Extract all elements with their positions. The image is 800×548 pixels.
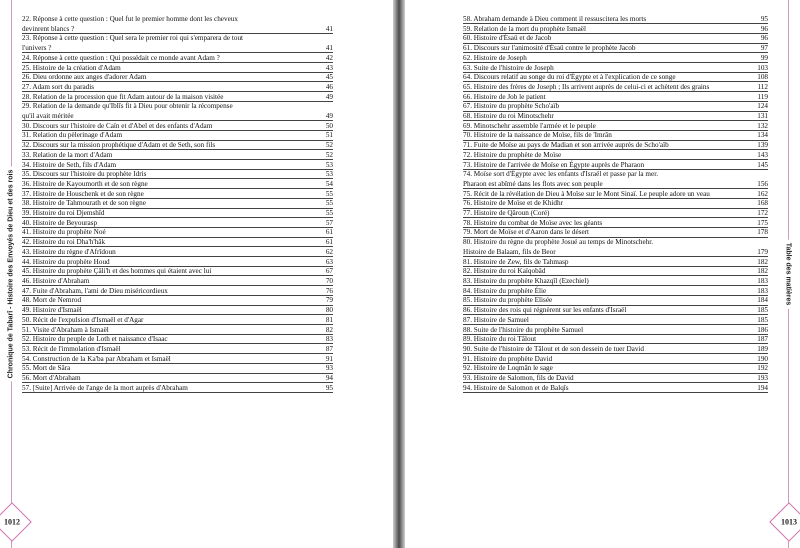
toc-entry bbox=[22, 228, 333, 238]
toc-entry-title: 36. Histoire de Kayoumorth et de son règne bbox=[22, 179, 148, 188]
toc-entry-title: 90. Suite de l'histoire de Tâlout et de son dessein de tuer David bbox=[463, 344, 645, 353]
toc-entry-title: 57. [Suite] Arrivée de l'ange de la mort auprès d'Abraham bbox=[22, 383, 188, 392]
running-head: Chronique de Tabarî - Histoire des Envoyés de Dieu et des rois bbox=[8, 167, 15, 382]
toc-entry-page: 124 bbox=[757, 102, 768, 111]
toc-entry-page: 49 bbox=[325, 112, 333, 121]
toc-entry-page: 53 bbox=[325, 170, 333, 179]
toc-entry-page: 145 bbox=[757, 160, 768, 169]
toc-entry-page: 99 bbox=[760, 53, 768, 62]
toc-entry-title: 24. Réponse à cette question : Qui possédait ce monde avant Adam ? bbox=[22, 53, 220, 62]
toc-entry-title: 89. Histoire du roi Tâlout bbox=[463, 335, 537, 344]
toc-entry-page: 187 bbox=[757, 335, 768, 344]
toc-entry-page: 178 bbox=[757, 228, 768, 237]
toc-entry-page: 132 bbox=[757, 121, 768, 130]
toc-entry-title: 87. Histoire de Samuel bbox=[463, 315, 529, 324]
toc-entry-page: 63 bbox=[325, 257, 333, 266]
toc-entry-page: 42 bbox=[325, 53, 333, 62]
toc-entry-title: 38. Histoire de Tahmourath et de son règne bbox=[22, 199, 146, 208]
toc-entry bbox=[22, 122, 333, 132]
toc-entry-title: 55. Mort de Sâra bbox=[22, 364, 71, 373]
toc-entry-page: 179 bbox=[757, 247, 768, 256]
toc-entry-page: 134 bbox=[757, 131, 768, 140]
toc-entry-page: 41 bbox=[325, 24, 333, 33]
toc-entry-page: 76 bbox=[325, 286, 333, 295]
toc-entry-page: 83 bbox=[325, 335, 333, 344]
toc-entry-page: 97 bbox=[760, 44, 768, 53]
toc-entry-page: 95 bbox=[325, 383, 333, 392]
toc-entry bbox=[22, 131, 333, 141]
toc-entry bbox=[22, 54, 333, 64]
right-margin-band bbox=[778, 0, 800, 548]
toc-entry-title: 78. Histoire du combat de Moïse avec les géants bbox=[463, 218, 603, 227]
toc-entry bbox=[463, 73, 768, 83]
toc-entry bbox=[463, 306, 768, 316]
toc-entry-page: 61 bbox=[325, 228, 333, 237]
toc-entry-title: 69. Minotschehr assemble l'armée et le peuple bbox=[463, 121, 596, 130]
toc-entry bbox=[22, 345, 333, 355]
toc-entry bbox=[463, 112, 768, 122]
toc-entry-title: 29. Relation de la demande qu'Iblîs fit à Dieu pour obtenir la récompense qu'il avait méritée bbox=[22, 102, 233, 121]
toc-entry-page: 61 bbox=[325, 238, 333, 247]
toc-entry-title: 34. Histoire de Seth, fils d'Adam bbox=[22, 160, 117, 169]
toc-entry-title: 33. Relation de la mort d'Adam bbox=[22, 150, 113, 159]
toc-entry-page: 43 bbox=[325, 63, 333, 72]
toc-entry-title: 44. Histoire du prophète Houd bbox=[22, 257, 110, 266]
toc-entry-page: 54 bbox=[325, 179, 333, 188]
toc-entry-title: 50. Récit de l'expulsion d'Ismaël et d'Agar bbox=[22, 315, 144, 324]
toc-entry-page: 162 bbox=[757, 189, 768, 198]
toc-entry-title: 94. Histoire de Salomon et de Balqîs bbox=[463, 383, 569, 392]
toc-entry bbox=[463, 238, 768, 257]
toc-entry bbox=[463, 219, 768, 229]
toc-entry bbox=[463, 287, 768, 297]
toc-entry-title: 48. Mort de Nemrod bbox=[22, 296, 82, 305]
left-margin-band bbox=[0, 0, 22, 548]
toc-entry-title: 77. Histoire de Qâroun (Coré) bbox=[463, 209, 550, 218]
toc-entry bbox=[22, 64, 333, 74]
toc-entry-page: 57 bbox=[325, 218, 333, 227]
toc-entry-title: 39. Histoire du roi Djemshîd bbox=[22, 209, 105, 218]
running-head: Table des matières bbox=[785, 240, 792, 309]
toc-entry-page: 95 bbox=[760, 15, 768, 23]
toc-entry bbox=[22, 355, 333, 365]
toc-entry-title: 41. Histoire du prophète Noé bbox=[22, 228, 106, 237]
toc-entry-title: 43. Histoire du règne d'Afrîdoun bbox=[22, 247, 116, 256]
right-page bbox=[405, 0, 800, 548]
toc-entry-title: 59. Relation de la mort du prophète Ismaël bbox=[463, 24, 586, 33]
toc-entry bbox=[22, 34, 333, 53]
toc-entry-page: 103 bbox=[757, 63, 768, 72]
toc-entry-page: 172 bbox=[757, 209, 768, 218]
toc-entry bbox=[22, 180, 333, 190]
toc-entry-title: 92. Histoire de Loqmân le sage bbox=[463, 364, 553, 373]
toc-entry bbox=[22, 151, 333, 161]
toc-entry-title: 45. Histoire du prophète Çâli'h et des hommes qui étaient avec lui bbox=[22, 267, 212, 276]
toc-entry bbox=[463, 34, 768, 44]
toc-entry-page: 81 bbox=[325, 315, 333, 324]
toc-entry bbox=[463, 44, 768, 54]
toc-entry bbox=[463, 102, 768, 112]
toc-entry bbox=[463, 199, 768, 209]
toc-entry-page: 67 bbox=[325, 267, 333, 276]
toc-entry bbox=[22, 326, 333, 336]
toc-entry-page: 182 bbox=[757, 257, 768, 266]
toc-entry-title: 58. Abraham demande à Dieu comment il ressuscitera les morts bbox=[463, 15, 647, 23]
toc-entry bbox=[22, 83, 333, 93]
toc-entry bbox=[463, 364, 768, 374]
toc-entry-title: 63. Suite de l'histoire de Joseph bbox=[463, 63, 554, 72]
toc-entry-page: 53 bbox=[325, 160, 333, 169]
toc-entry bbox=[463, 326, 768, 336]
toc-entry bbox=[22, 219, 333, 229]
toc-entry-page: 189 bbox=[757, 344, 768, 353]
toc-entry-title: 86. Histoire des rois qui régnèrent sur les enfants d'Israël bbox=[463, 306, 627, 315]
toc-entry-title: 28. Relation de la procession que fit Adam autour de la maison visitée bbox=[22, 92, 224, 101]
toc-entry-page: 185 bbox=[757, 315, 768, 324]
toc-entry bbox=[463, 93, 768, 103]
toc-entry-title: 67. Histoire du prophète Scho'aïb bbox=[463, 102, 560, 111]
toc-entry bbox=[463, 267, 768, 277]
toc-entry-title: 81. Histoire de Zew, fils de Tahmasp bbox=[463, 257, 569, 266]
toc-entry-page: 91 bbox=[325, 354, 333, 363]
toc-entry-title: 88. Suite de l'histoire du prophète Samuel bbox=[463, 325, 584, 334]
toc-entry-page: 93 bbox=[325, 364, 333, 373]
toc-entry bbox=[22, 374, 333, 384]
toc-entry-page: 70 bbox=[325, 276, 333, 285]
toc-entry-page: 119 bbox=[757, 92, 768, 101]
toc-entry bbox=[463, 209, 768, 219]
toc-entry bbox=[22, 190, 333, 200]
toc-entry bbox=[22, 267, 333, 277]
toc-entry bbox=[463, 335, 768, 345]
page-number: 1012 bbox=[3, 517, 20, 527]
toc-entry-page: 82 bbox=[325, 325, 333, 334]
toc-entry-page: 185 bbox=[757, 306, 768, 315]
toc-entry bbox=[22, 335, 333, 345]
toc-entry bbox=[22, 316, 333, 326]
toc-entry-page: 175 bbox=[757, 218, 768, 227]
toc-entry bbox=[22, 306, 333, 316]
toc-entry bbox=[22, 364, 333, 374]
toc-entry-title: 65. Histoire des frères de Joseph ; Ils arrivent auprès de celui-ci et achètent des grains bbox=[463, 82, 710, 91]
toc-entry-page: 112 bbox=[757, 82, 768, 91]
toc-entry bbox=[22, 296, 333, 306]
toc-entry bbox=[463, 83, 768, 93]
toc-entry bbox=[463, 277, 768, 287]
toc-entry-title: 68. Histoire du roi Minotschehr bbox=[463, 112, 554, 121]
toc-entry-title: 91. Histoire du prophète David bbox=[463, 354, 553, 363]
toc-entry-title: 79. Mort de Moïse et d'Aaron dans le désert bbox=[463, 228, 590, 237]
toc-entry bbox=[463, 64, 768, 74]
toc-entry-page: 96 bbox=[760, 34, 768, 43]
toc-entry-page: 183 bbox=[757, 276, 768, 285]
toc-entry-page: 96 bbox=[760, 24, 768, 33]
toc-entry bbox=[22, 93, 333, 103]
toc-entry-page: 80 bbox=[325, 306, 333, 315]
toc-entry-page: 46 bbox=[325, 82, 333, 91]
table-of-contents bbox=[22, 15, 333, 393]
toc-entry bbox=[22, 170, 333, 180]
toc-entry-title: 74. Moïse sort d'Égypte avec les enfants d'Israël et passe par la mer. Pharaon est abîmé dans les flots avec son peuple bbox=[463, 170, 658, 188]
toc-entry-title: 84. Histoire du prophète Élie bbox=[463, 286, 547, 295]
toc-entry bbox=[22, 248, 333, 258]
toc-entry-page: 55 bbox=[325, 199, 333, 208]
toc-entry-page: 143 bbox=[757, 150, 768, 159]
toc-entry-title: 53. Récit de l'immolation d'Ismaël bbox=[22, 344, 121, 353]
toc-entry bbox=[463, 161, 768, 171]
toc-entry bbox=[22, 161, 333, 171]
toc-entry-title: 60. Histoire d'Ésaü et de Jacob bbox=[463, 34, 552, 43]
toc-entry-page: 62 bbox=[325, 247, 333, 256]
toc-entry bbox=[22, 287, 333, 297]
toc-entry-title: 46. Histoire d'Abraham bbox=[22, 276, 90, 285]
toc-entry-page: 55 bbox=[325, 189, 333, 198]
toc-entry bbox=[463, 25, 768, 35]
toc-entry-page: 49 bbox=[325, 92, 333, 101]
toc-entry-page: 108 bbox=[757, 73, 768, 82]
toc-entry-page: 87 bbox=[325, 344, 333, 353]
toc-entry-title: 82. Histoire du roi Kaïqobâd bbox=[463, 267, 546, 276]
toc-entry-title: 42. Histoire du roi Dha'h'hâk bbox=[22, 238, 106, 247]
toc-entry-title: 31. Relation du pèlerinage d'Adam bbox=[22, 131, 123, 140]
toc-entry bbox=[463, 170, 768, 189]
toc-entry-title: 83. Histoire du prophète Khazqîl (Ezechiel) bbox=[463, 276, 589, 285]
toc-entry-title: 27. Adam sort du paradis bbox=[22, 82, 95, 91]
toc-entry bbox=[463, 131, 768, 141]
toc-entry bbox=[463, 384, 768, 394]
toc-entry-page: 156 bbox=[757, 179, 768, 188]
toc-entry bbox=[463, 316, 768, 326]
toc-entry-title: 47. Fuite d'Abraham, l'ami de Dieu miséricordieux bbox=[22, 286, 168, 295]
toc-entry bbox=[463, 141, 768, 151]
toc-entry-page: 52 bbox=[325, 141, 333, 150]
toc-entry-title: 76. Histoire de Moïse et de Khidhr bbox=[463, 199, 564, 208]
toc-entry bbox=[463, 296, 768, 306]
left-page bbox=[0, 0, 393, 548]
toc-entry-page: 45 bbox=[325, 73, 333, 82]
toc-entry-title: 51. Visite d'Abraham à Ismaël bbox=[22, 325, 109, 334]
toc-entry-page: 184 bbox=[757, 296, 768, 305]
toc-entry-page: 190 bbox=[757, 354, 768, 363]
toc-entry-title: 32. Discours sur la mission prophétique d'Adam et de Seth, son fils bbox=[22, 141, 216, 150]
toc-entry-title: 73. Histoire de l'arrivée de Moïse en Égypte auprès de Pharaon bbox=[463, 160, 645, 169]
toc-entry-title: 61. Discours sur l'animosité d'Ésaü contre le prophète Jacob bbox=[463, 44, 636, 53]
toc-entry bbox=[22, 15, 333, 34]
toc-entry bbox=[22, 277, 333, 287]
toc-entry bbox=[463, 54, 768, 64]
toc-entry-page: 182 bbox=[757, 267, 768, 276]
table-of-contents bbox=[463, 15, 768, 393]
toc-entry-title: 25. Histoire de la création d'Adam bbox=[22, 63, 121, 72]
toc-entry bbox=[463, 374, 768, 384]
toc-entry-title: 37. Histoire de Houschenk et de son règne bbox=[22, 189, 144, 198]
toc-entry bbox=[22, 141, 333, 151]
toc-entry-title: 70. Histoire de la naissance de Moïse, fils de 'Imrân bbox=[463, 131, 612, 140]
toc-entry-page: 94 bbox=[325, 374, 333, 383]
toc-entry bbox=[463, 228, 768, 238]
toc-entry bbox=[22, 238, 333, 248]
toc-entry-page: 194 bbox=[757, 383, 768, 392]
toc-entry-title: 40. Histoire de Beyourasp bbox=[22, 218, 98, 227]
toc-entry-title: 62. Histoire de Joseph bbox=[463, 53, 527, 62]
toc-entry-page: 183 bbox=[757, 286, 768, 295]
toc-entry-title: 85. Histoire du prophète Elisée bbox=[463, 296, 553, 305]
toc-entry-title: 75. Récit de la révélation de Dieu à Moïse sur le Mont Sinaï. Le peuple adore un veau bbox=[463, 189, 710, 198]
toc-entry-title: 56. Mort d'Abraham bbox=[22, 374, 81, 383]
toc-entry bbox=[463, 190, 768, 200]
toc-entry-title: 22. Réponse à cette question : Quel fut le premier homme dont les cheveux devinrent blancs ? bbox=[22, 15, 238, 33]
toc-entry-title: 66. Histoire de Job le patient bbox=[463, 92, 546, 101]
toc-entry-title: 30. Discours sur l'histoire de Caïn et d'Abel et des enfants d'Adam bbox=[22, 121, 213, 130]
toc-entry bbox=[463, 15, 768, 25]
toc-entry-title: 23. Réponse à cette question : Quel sera le premier roi qui s'emparera de tout l'univers ? bbox=[22, 34, 244, 53]
toc-entry-page: 192 bbox=[757, 364, 768, 373]
toc-entry bbox=[22, 258, 333, 268]
toc-entry-page: 51 bbox=[325, 131, 333, 140]
toc-entry-title: 64. Discours relatif au songe du roi d'Égypte et à l'explication de ce songe bbox=[463, 73, 676, 82]
toc-entry-page: 50 bbox=[325, 121, 333, 130]
toc-entry-title: 72. Histoire du prophète de Moïse bbox=[463, 150, 562, 159]
toc-entry bbox=[463, 122, 768, 132]
toc-entry-title: 71. Fuite de Moïse au pays de Madian et son arrivée auprès de Scho'aïb bbox=[463, 141, 669, 150]
toc-entry-page: 55 bbox=[325, 209, 333, 218]
toc-entry bbox=[22, 209, 333, 219]
toc-entry bbox=[463, 258, 768, 268]
toc-entry-title: 26. Dieu ordonne aux anges d'adorer Adam bbox=[22, 73, 147, 82]
toc-entry-page: 193 bbox=[757, 374, 768, 383]
toc-entry-page: 139 bbox=[757, 141, 768, 150]
toc-entry-page: 168 bbox=[757, 199, 768, 208]
toc-entry-page: 79 bbox=[325, 296, 333, 305]
toc-entry-title: 93. Histoire de Salomon, fils de David bbox=[463, 374, 574, 383]
toc-entry-title: 54. Construction de la Ka'ba par Abraham et Ismaël bbox=[22, 354, 171, 363]
page-number: 1013 bbox=[781, 517, 797, 527]
toc-entry bbox=[22, 102, 333, 121]
toc-entry bbox=[463, 355, 768, 365]
book-gutter bbox=[393, 0, 405, 548]
toc-entry bbox=[463, 345, 768, 355]
toc-entry-title: 52. Histoire du peuple de Loth et naissance d'Isaac bbox=[22, 335, 168, 344]
toc-entry-page: 41 bbox=[325, 44, 333, 53]
toc-entry-title: 35. Discours sur l'histoire du prophète Idris bbox=[22, 170, 147, 179]
toc-entry bbox=[22, 199, 333, 209]
toc-entry-page: 52 bbox=[325, 150, 333, 159]
toc-entry bbox=[22, 384, 333, 394]
toc-entry-page: 186 bbox=[757, 325, 768, 334]
toc-entry-page: 131 bbox=[757, 112, 768, 121]
toc-entry bbox=[22, 73, 333, 83]
toc-entry bbox=[463, 151, 768, 161]
toc-entry-title: 49. Histoire d'Ismaël bbox=[22, 306, 82, 315]
toc-entry-title: 80. Histoire du règne du prophète Josué au temps de Minotschehr. Histoire de Balaam, fils de Beor bbox=[463, 238, 654, 256]
